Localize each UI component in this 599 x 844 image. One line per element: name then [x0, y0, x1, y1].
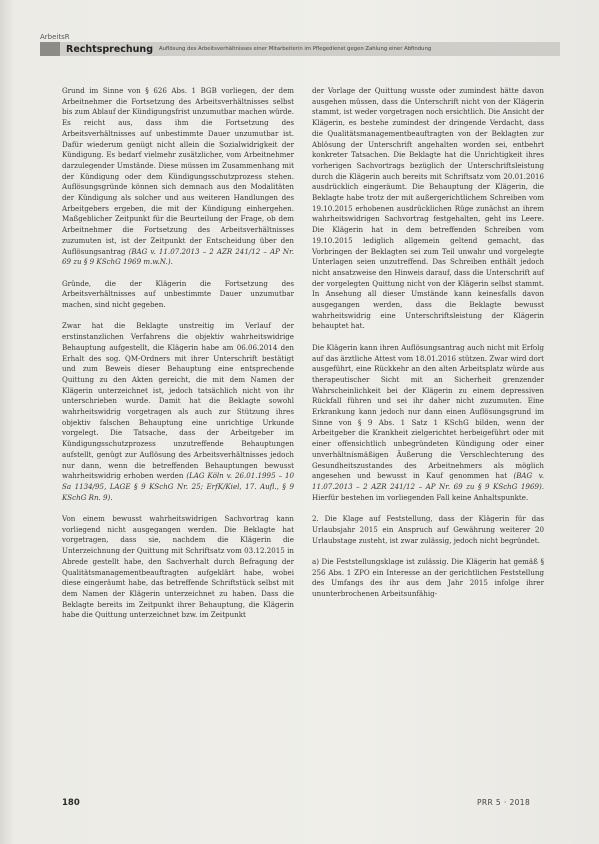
- paragraph: 2. Die Klage auf Feststellung, dass der Klägerin für das Urlaubsjahr 2015 ein Anspruch auf Gewährung weiterer 20 Urlaubstage zusteht, ist zwar zulässig, jedoch nicht begründet.: [312, 514, 544, 545]
- header-marker: [40, 42, 60, 56]
- paragraph: Grund im Sinne von § 626 Abs. 1 BGB vorliegen, der dem Arbeitnehmer die Fortsetzung des Arbeitsverhältnisses selbst bis zum Ablauf der Kündigungsfrist unzumutbar machen würde. Es reicht aus, dass ihm die Fortsetzung des Arbeitsverhältnisses auf unbestimmte Dauer unzumutbar ist. Dafür wiederum genügt nicht allein die Sozialwidrigkeit der Kündigung. Es bedarf vielmehr zusätzlicher, vom Arbeitnehmer darzulegender Umstände. Diese müssen im Zusammenhang mit der Kündigung oder dem Kündigungsschutzprozess stehen. Auflösungsgründe können sich demnach aus den Modalitäten der Kündigung als solcher und aus weiteren Handlungen des Arbeitgebers ergeben, die mit der Kündigung einhergehen. Maßgeblicher Zeitpunkt für die Beurteilung der Frage, ob dem Arbeitnehmer die Fortsetzung des Arbeitsverhältnisses zuzumuten ist, ist der Zeitpunkt der Entscheidung über den Auflösungsantrag (BAG v. 11.07.2013 – 2 AZR 241/12 – AP Nr. 69 zu § 9 KSchG 1969 m.w.N.).: [62, 86, 294, 267]
- header-title: Rechtsprechung: [66, 43, 153, 55]
- citation: (BAG v. 11.07.2013 – 2 AZR 241/12 – AP Nr. 69 zu § 9 KSchG 1969): [312, 471, 545, 491]
- citation: (BAG v. 11.07.2013 – 2 AZR 241/12 – AP Nr. 69 zu § 9 KSchG 1969 m.w.N.): [62, 246, 294, 267]
- issue-label: PRR 5 · 2018: [477, 798, 531, 807]
- paragraph: Zwar hat die Beklagte unstreitig im Verlauf der erstinstanzlichen Verfahrens die objektiv wahrheitswidrige Behauptung aufgestellt, die Klägerin habe am 06.06.2014 den Erhalt des sog. QM-Ordners mit ihrer Unterschrift bestätigt und zum Beweis dieser Behauptung eine entsprechende Quittung zu den Akten gereicht, die mit dem Namen der Klägerin unterzeichnet ist, jedoch tatsächlich nicht von ihr unterschrieben wurde. Damit hat die Beklagte sowohl wahrheitswidrig vorgetragen als auch zur Stützung ihres objektiv falschen Behauptung eine unrichtige Urkunde vorgelegt. Die Tatsache, dass der Arbeitgeber im Kündigungsschutzprozess unzutreffende Behauptungen aufstellt, genügt zur Auflösung des Arbeitsverhältnisses jedoch nur dann, wenn die betreffenden Behauptungen bewusst wahrheitswidrig erhoben werden (LAG Köln v. 26.01.1995 – 10 Sa 1134/95, LAGE § 9 KSchG Nr. 25; ErfK/Kiel, 17. Aufl., § 9 KSchG Rn. 9).: [62, 321, 294, 502]
- header-bar: [40, 42, 560, 56]
- section-label: ArbeitsR: [40, 33, 70, 41]
- left-column: [62, 86, 294, 621]
- paragraph: Von einem bewusst wahrheitswidrigen Sachvortrag kann vorliegend nicht ausgegangen werden. Die Beklagte hat vorgetragen, dass sie, nachdem die Klägerin die Unterzeichnung der Quittung mit Schriftsatz vom 03.12.2015 in Abrede gestellt habe, den Sachverhalt durch Befragung der Qualitätsmanagementbeauftragten aufgeklärt habe, wobei diese eingeräumt habe, das betreffende Schriftstück selbst mit dem Namen der Klägerin unterzeichnet zu haben. Dass die Beklagte bereits im Zeitpunkt ihrer Behauptung, die Klägerin habe die Quittung unterzeichnet bzw. im Zeitpunkt: [62, 514, 294, 620]
- page-number: 180: [62, 798, 80, 808]
- right-column: [312, 86, 544, 600]
- paragraph: Gründe, die der Klägerin die Fortsetzung des Arbeitsverhältnisses auf unbestimmte Dauer unzumutbar machen, sind nicht gegeben.: [62, 278, 294, 310]
- citation: (LAG Köln v. 26.01.1995 – 10 Sa 1134/95, LAGE § 9 KSchG Nr. 25; ErfK/Kiel, 17. Aufl., § 9 KSchG Rn. 9): [62, 471, 294, 502]
- header-subtitle: Auflösung des Arbeitsverhältnisses einer Mitarbeiterin im Pflegedienst gegen Zahlung einer Abfindung: [159, 46, 432, 52]
- paragraph: Die Klägerin kann ihren Auflösungsantrag auch nicht mit Erfolg auf das ärztliche Attest vom 18.01.2016 stützen. Zwar wird dort ausgeführt, eine Rückkehr an den alten Arbeitsplatz würde aus therapeutischer Sicht mit an Sicherheit grenzender Wahrscheinlichkeit bei der Klägerin zu einem depressiven Rückfall führen und sei ihr daher nicht zuzumuten. Eine Erkrankung kann jedoch nur dann einen Auflösungsgrund im Sinne von § 9 Abs. 1 Satz 1 KSchG bilden, wenn der Arbeitgeber die Krankheit zielgerichtet herbeigeführt oder mit einer offensichtlich unbegründeten Kündigung oder einer unverhältnismäßigen Äußerung die Verschlechterung des Gesundheitszustandes des Arbeitnehmers als möglich angesehen und bewusst in Kauf genommen hat (BAG v. 11.07.2013 – 2 AZR 241/12 – AP Nr. 69 zu § 9 KSchG 1969). Hierfür bestehen im vorliegenden Fall keine Anhaltspunkte.: [312, 342, 545, 502]
- paragraph: a) Die Feststellungsklage ist zulässig. Die Klägerin hat gemäß § 256 Abs. 1 ZPO ein Interesse an der gerichtlichen Feststellung des Umfangs des ihr aus dem Jahr 2015 infolge ihrer ununterbrochenen Arbeitsunfähig-: [312, 556, 544, 598]
- paragraph: der Vorlage der Quittung wusste oder zumindest hätte davon ausgehen müssen, dass die Unterschrift nicht von der Klägerin stammt, ist weder vorgetragen noch ersichtlich. Die Ansicht der Klägerin, es bestehe zumindest der dringende Verdacht, dass die Qualitätsmanagementbeauftragten von der Beklagten zur Ablösung der Unterschrift angehalten worden sei, entbehrt konkreter Tatsachen. Die Beklagte hat die Unrichtigkeit ihres vorherigen Sachvortrags bezüglich der Unterschriftsleistung durch die Klägerin auch bereits mit Schriftsatz vom 20.01.2016 ausdrücklich eingeräumt. Die Behauptung der Klägerin, die Beklagte habe trotz der mit außergerichtlichem Schreiben vom 19.10.2015 erhobenen ausdrücklichen Rüge zunächst an ihrem wahrheitswidrigen Sachvortrag festgehalten, geht ins Leere. Die Klägerin hat in dem betreffenden Schreiben vom 19.10.2015 lediglich allgemein geltend gemacht, das Vorbringen der Beklagten sei zum Teil unwahr und vorgelegte Unterlagen seien unzutreffend. Das Schreiben enthält jedoch nicht ansatzweise den Hinweis darauf, dass die Unterschrift auf der vorgelegten Quittung nicht von der Klägerin selbst stammt. In Ansehung all dieser Umstände kann keinesfalls davon ausgegangen werden, dass die Beklagte bewusst wahrheitswidrig eine Unterschriftsleistung der Klägerin behauptet hat.: [312, 86, 544, 331]
